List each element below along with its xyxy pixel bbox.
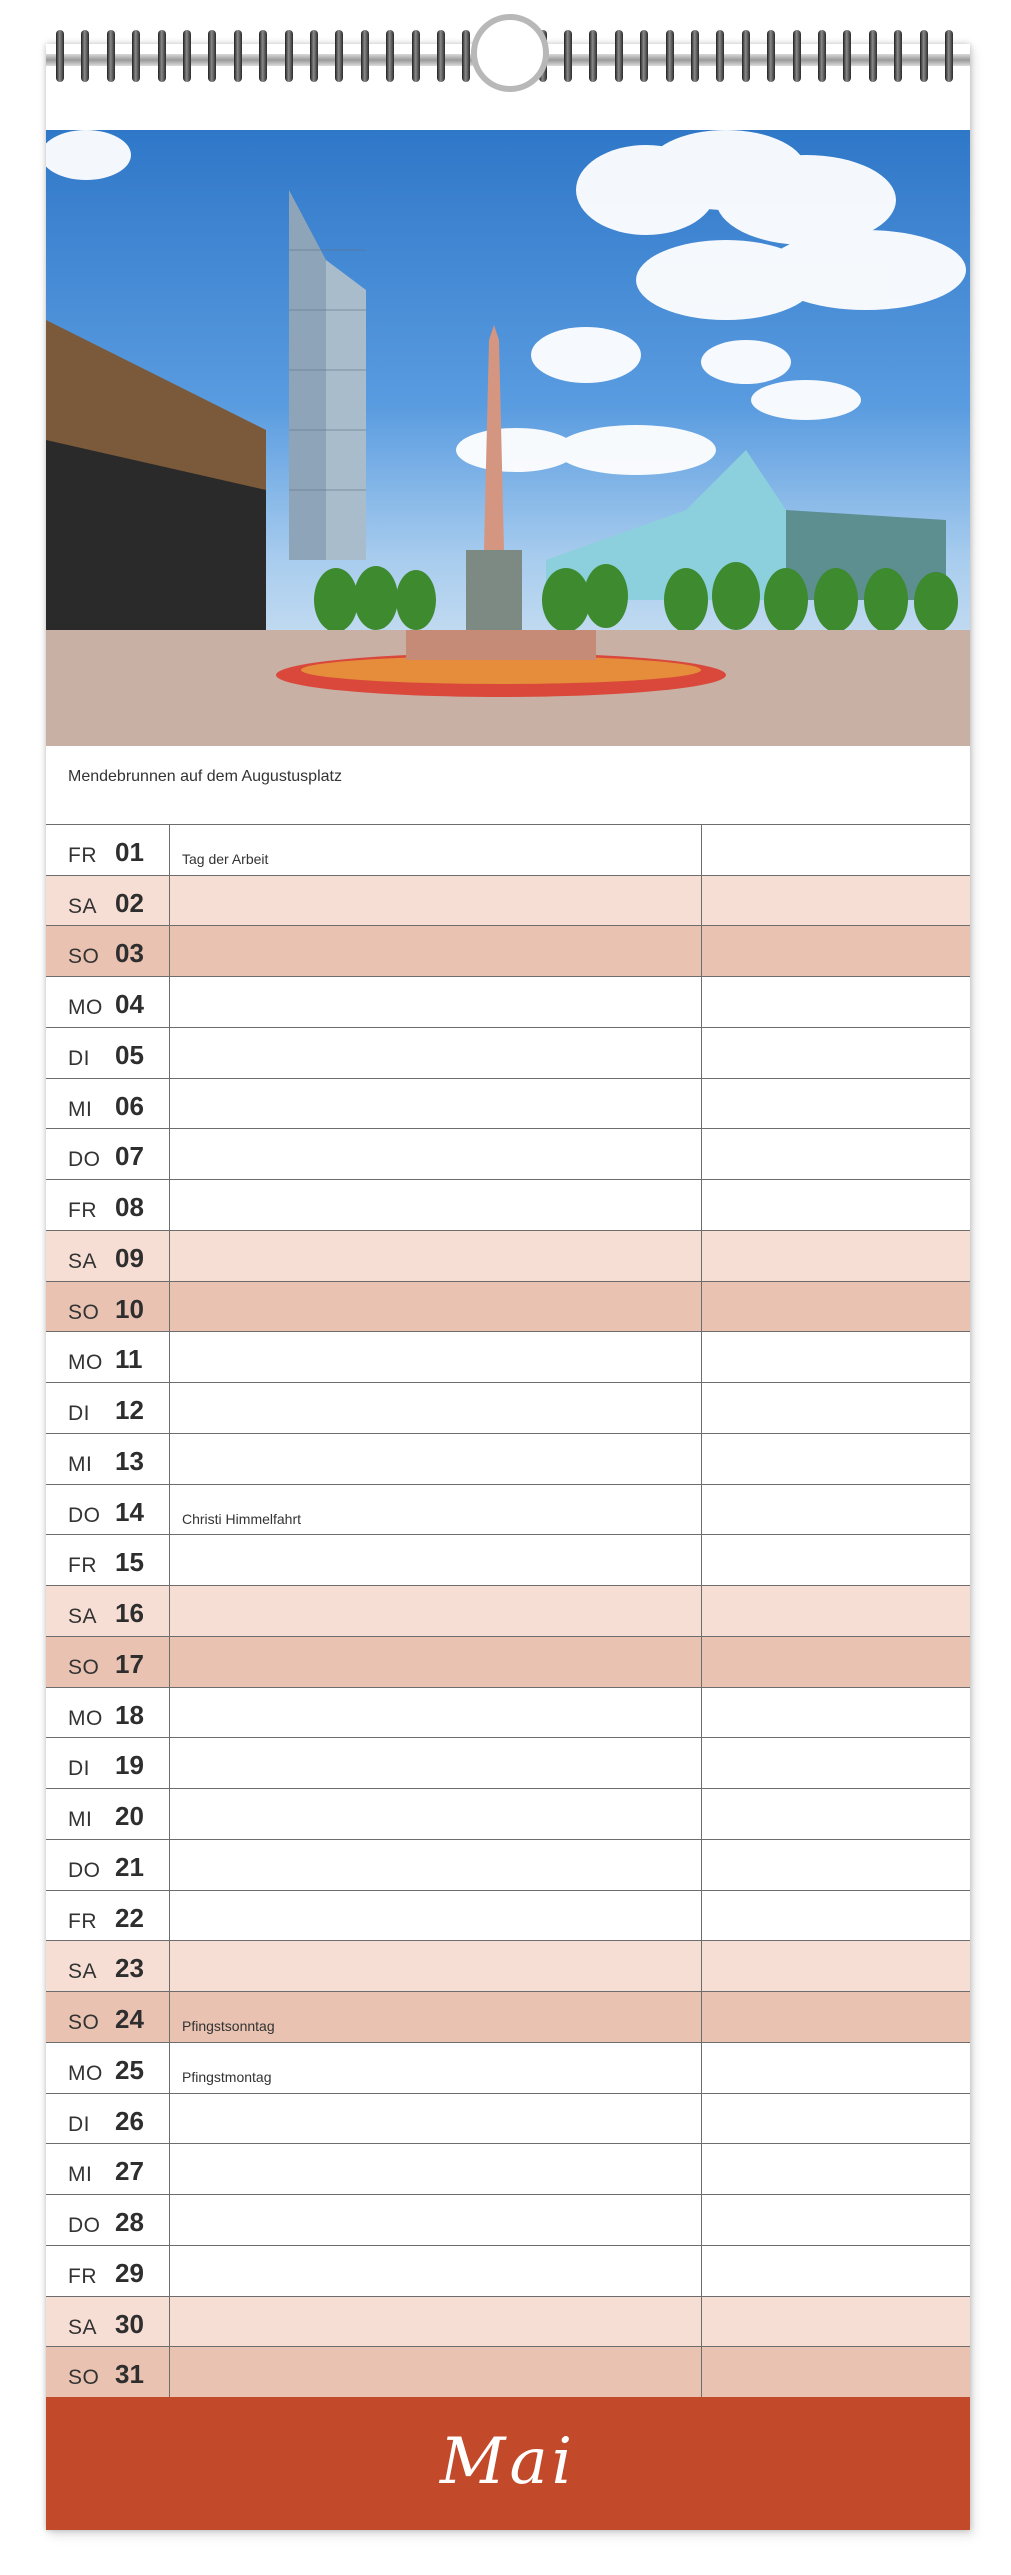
- binding-coil: [843, 30, 851, 82]
- date-cell: [46, 1535, 170, 1585]
- date-cell: [46, 1992, 170, 2042]
- day-row[interactable]: [46, 1688, 970, 1739]
- column-divider: [701, 1688, 702, 1738]
- holiday-note: Pfingstsonntag: [182, 2018, 275, 2035]
- weekday-label: SA: [68, 1960, 98, 1984]
- weekday-label: FR: [68, 844, 97, 867]
- day-row[interactable]: [46, 1941, 970, 1992]
- binding-coil: [767, 30, 775, 82]
- day-row[interactable]: [46, 876, 970, 927]
- date-cell: [46, 1688, 170, 1738]
- day-number: 08: [115, 1192, 144, 1223]
- weekday-label: DI: [68, 1757, 90, 1781]
- column-divider: [701, 876, 702, 926]
- date-cell: [46, 2094, 170, 2144]
- day-number: 11: [115, 1344, 143, 1375]
- day-number: 28: [115, 2207, 144, 2238]
- column-divider: [701, 1535, 702, 1585]
- binding-coil: [386, 30, 394, 82]
- calendar-table: [46, 824, 970, 2398]
- column-divider: [701, 2094, 702, 2144]
- date-cell: [46, 876, 170, 926]
- holiday-note: Christi Himmelfahrt: [182, 1510, 302, 1527]
- weekday-label: SA: [68, 1249, 98, 1273]
- binding-coil: [208, 30, 216, 82]
- date-cell: [46, 1180, 170, 1230]
- date-cell: [46, 1738, 170, 1788]
- date-cell: [46, 2246, 170, 2296]
- date-cell: [46, 1079, 170, 1129]
- weekday-label: DO: [68, 1858, 101, 1882]
- date-cell: [46, 1637, 170, 1687]
- date-cell: [46, 2297, 170, 2347]
- weekday-label: MO: [68, 1706, 103, 1730]
- day-row[interactable]: [46, 1992, 970, 2043]
- weekday-label: MI: [68, 1452, 93, 1476]
- day-number: 21: [115, 1851, 144, 1882]
- day-row[interactable]: [46, 1180, 970, 1231]
- weekday-label: FR: [68, 1199, 97, 1223]
- day-row[interactable]: [46, 1789, 970, 1840]
- binding-coil: [259, 30, 267, 82]
- column-divider: [701, 2144, 702, 2194]
- day-number: 19: [115, 1750, 144, 1781]
- column-divider: [701, 1586, 702, 1636]
- column-divider: [701, 1129, 702, 1179]
- column-divider: [701, 2043, 702, 2093]
- column-divider: [701, 1079, 702, 1129]
- weekday-label: SO: [68, 1655, 100, 1679]
- day-number: 26: [115, 2105, 144, 2136]
- binding-coil: [869, 30, 877, 82]
- obelisk: [484, 325, 504, 550]
- binding-coil: [361, 30, 369, 82]
- day-number: 01: [115, 837, 144, 867]
- day-number: 02: [115, 887, 144, 918]
- column-divider: [701, 926, 702, 976]
- day-number: 25: [115, 2054, 144, 2085]
- day-number: 04: [115, 989, 144, 1020]
- binding-coil: [589, 30, 597, 82]
- date-cell: [46, 977, 170, 1027]
- day-number: 09: [115, 1242, 144, 1273]
- column-divider: [701, 1840, 702, 1890]
- date-cell: [46, 2043, 170, 2093]
- day-number: 27: [115, 2156, 144, 2187]
- holiday-note: Tag der Arbeit: [182, 851, 269, 867]
- binding-coil: [462, 30, 470, 82]
- day-row[interactable]: [46, 1028, 970, 1079]
- augustusplatz-photo: [46, 130, 970, 746]
- day-number: 22: [115, 1902, 144, 1933]
- day-row[interactable]: [46, 2297, 970, 2348]
- fountain-basin: [406, 630, 596, 660]
- day-row[interactable]: [46, 1079, 970, 1130]
- weekday-label: SA: [68, 894, 98, 918]
- column-divider: [701, 1485, 702, 1535]
- column-divider: [701, 1434, 702, 1484]
- day-row[interactable]: [46, 926, 970, 977]
- day-row[interactable]: [46, 2195, 970, 2246]
- day-row[interactable]: [46, 1891, 970, 1942]
- day-row[interactable]: [46, 1637, 970, 1688]
- weekday-label: MI: [68, 2163, 93, 2187]
- column-divider: [701, 977, 702, 1027]
- day-row[interactable]: [46, 1383, 970, 1434]
- day-number: 24: [115, 2004, 144, 2035]
- fountain-statues: [466, 550, 522, 630]
- hanger-hook: [471, 14, 549, 92]
- date-cell: [46, 1282, 170, 1332]
- day-row[interactable]: [46, 1434, 970, 1485]
- day-row[interactable]: [46, 1738, 970, 1789]
- binding-coil: [158, 30, 166, 82]
- date-cell: [46, 1129, 170, 1179]
- date-cell: [46, 825, 170, 875]
- column-divider: [701, 1231, 702, 1281]
- binding-coil: [285, 30, 293, 82]
- month-footer: [46, 2397, 970, 2530]
- column-divider: [701, 1637, 702, 1687]
- day-number: 06: [115, 1090, 144, 1121]
- column-divider: [701, 1891, 702, 1941]
- weekday-label: SA: [68, 1605, 98, 1629]
- weekday-label: DI: [68, 2112, 90, 2136]
- binding-coil: [412, 30, 420, 82]
- weekday-label: DI: [68, 1402, 90, 1426]
- date-cell: [46, 1586, 170, 1636]
- binding-coil: [691, 30, 699, 82]
- column-divider: [701, 1332, 702, 1382]
- day-row[interactable]: [46, 1231, 970, 1282]
- binding-coil: [183, 30, 191, 82]
- date-cell: [46, 1941, 170, 1991]
- binding-coil: [615, 30, 623, 82]
- binding-coil: [107, 30, 115, 82]
- binding-coil: [818, 30, 826, 82]
- day-row[interactable]: [46, 1586, 970, 1637]
- binding-coil: [920, 30, 928, 82]
- weekday-label: SO: [68, 2011, 100, 2035]
- binding-coil: [716, 30, 724, 82]
- column-divider: [701, 1180, 702, 1230]
- column-divider: [701, 1992, 702, 2042]
- binding-coil: [310, 30, 318, 82]
- date-cell: [46, 1789, 170, 1839]
- binding-coil: [945, 30, 953, 82]
- weekday-label: FR: [68, 2264, 97, 2288]
- binding-coil: [56, 30, 64, 82]
- column-divider: [701, 1738, 702, 1788]
- date-cell: [46, 2144, 170, 2194]
- binding-coil: [81, 30, 89, 82]
- day-number: 03: [115, 938, 144, 969]
- day-row[interactable]: [46, 2094, 970, 2145]
- day-number: 17: [115, 1648, 144, 1679]
- day-number: 15: [115, 1547, 144, 1578]
- weekday-label: SO: [68, 1300, 100, 1324]
- column-divider: [701, 1383, 702, 1433]
- binding-coil: [666, 30, 674, 82]
- date-cell: [46, 1434, 170, 1484]
- column-divider: [701, 2347, 702, 2397]
- weekday-label: MI: [68, 1097, 93, 1121]
- holiday-note: Pfingstmontag: [182, 2068, 272, 2085]
- day-row[interactable]: [46, 1282, 970, 1333]
- binding-coil: [894, 30, 902, 82]
- weekday-label: FR: [68, 1909, 97, 1933]
- day-row[interactable]: [46, 825, 970, 876]
- day-number: 07: [115, 1141, 144, 1172]
- day-number: 12: [115, 1395, 144, 1426]
- column-divider: [701, 2246, 702, 2296]
- date-cell: [46, 926, 170, 976]
- weekday-label: MO: [68, 2061, 103, 2085]
- day-number: 10: [115, 1293, 144, 1324]
- weekday-label: MO: [68, 996, 103, 1020]
- city-tower: [289, 190, 326, 560]
- date-cell: [46, 1332, 170, 1382]
- binding-coil: [132, 30, 140, 82]
- weekday-label: DO: [68, 1503, 101, 1527]
- day-number: 23: [115, 1953, 144, 1984]
- column-divider: [701, 1282, 702, 1332]
- day-number: 29: [115, 2257, 144, 2288]
- weekday-label: DO: [68, 1148, 101, 1172]
- binding-coil: [234, 30, 242, 82]
- calendar-photo: [46, 130, 970, 746]
- day-number: 13: [115, 1445, 144, 1476]
- day-number: 18: [115, 1699, 144, 1730]
- weekday-label: SO: [68, 945, 100, 969]
- day-row[interactable]: [46, 2144, 970, 2195]
- day-row[interactable]: [46, 1840, 970, 1891]
- weekday-label: MO: [68, 1351, 103, 1375]
- date-cell: [46, 1840, 170, 1890]
- day-number: 31: [115, 2359, 144, 2390]
- weekday-label: MI: [68, 1808, 93, 1832]
- day-row[interactable]: [46, 2043, 970, 2094]
- day-row[interactable]: [46, 1332, 970, 1383]
- binding-coil: [742, 30, 750, 82]
- binding-coil: [640, 30, 648, 82]
- day-row[interactable]: [46, 2347, 970, 2398]
- day-row[interactable]: [46, 1129, 970, 1180]
- column-divider: [701, 1789, 702, 1839]
- binding-coil: [335, 30, 343, 82]
- binding-coil: [793, 30, 801, 82]
- month-title: Mai: [439, 2425, 577, 2499]
- day-number: 16: [115, 1598, 144, 1629]
- day-row[interactable]: [46, 977, 970, 1028]
- date-cell: [46, 1383, 170, 1433]
- column-divider: [701, 1028, 702, 1078]
- day-number: 30: [115, 2308, 144, 2339]
- day-number: 05: [115, 1039, 144, 1070]
- date-cell: [46, 1891, 170, 1941]
- date-cell: [46, 2195, 170, 2245]
- weekday-label: DO: [68, 2214, 101, 2238]
- binding-coil: [437, 30, 445, 82]
- day-row[interactable]: [46, 1535, 970, 1586]
- column-divider: [701, 2195, 702, 2245]
- date-cell: [46, 2347, 170, 2397]
- day-row[interactable]: [46, 2246, 970, 2297]
- weekday-label: FR: [68, 1554, 97, 1578]
- day-number: 14: [115, 1496, 144, 1527]
- date-cell: [46, 1231, 170, 1281]
- weekday-label: SO: [68, 2366, 100, 2390]
- day-row[interactable]: [46, 1485, 970, 1536]
- day-number: 20: [115, 1801, 144, 1832]
- photo-caption: Mendebrunnen auf dem Augustusplatz: [68, 768, 342, 785]
- column-divider: [701, 1941, 702, 1991]
- weekday-label: DI: [68, 1046, 90, 1070]
- date-cell: [46, 1485, 170, 1535]
- binding-coil: [564, 30, 572, 82]
- date-cell: [46, 1028, 170, 1078]
- column-divider: [701, 2297, 702, 2347]
- weekday-label: SA: [68, 2315, 98, 2339]
- column-divider: [701, 825, 702, 875]
